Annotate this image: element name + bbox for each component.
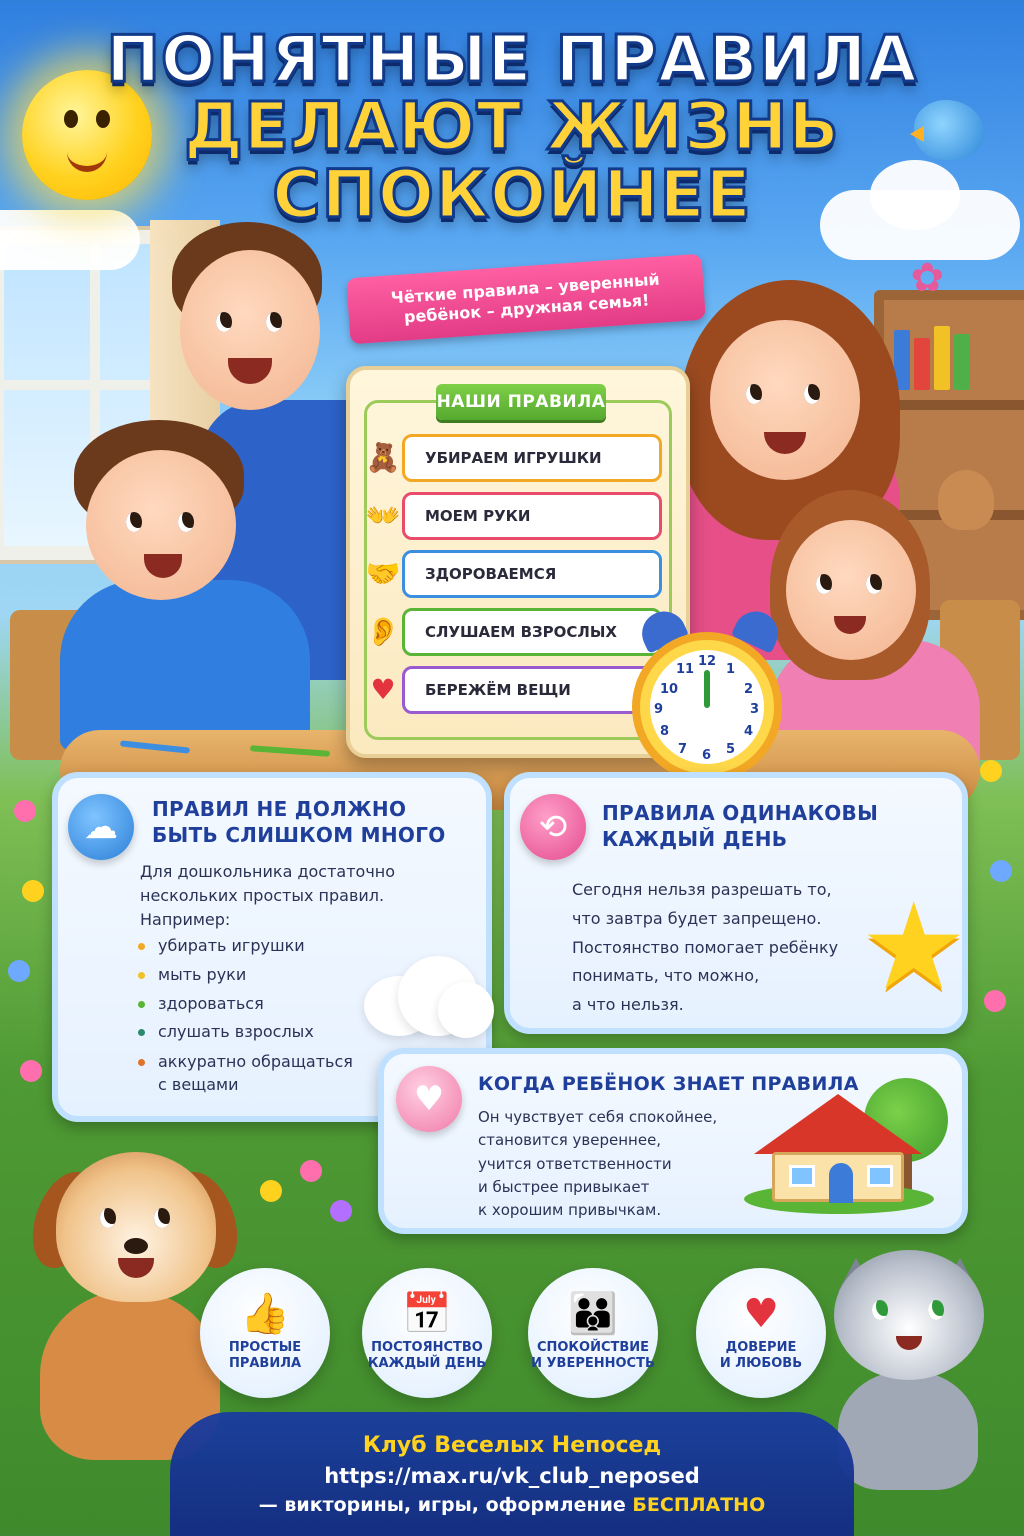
eye <box>866 574 882 594</box>
eye <box>746 384 762 404</box>
bubble-label-line: ПРОСТЫЕ <box>228 1339 302 1355</box>
butterfly-icon: ✿ <box>910 255 944 301</box>
flower <box>980 760 1002 782</box>
washing-hands-icon: 👐 <box>365 499 401 532</box>
cat-mascot <box>834 1250 984 1380</box>
rule-row <box>370 666 662 714</box>
book <box>954 334 970 390</box>
bubble-label-line: ПРАВИЛА <box>228 1356 302 1371</box>
mouth <box>896 1336 922 1350</box>
cat-figure <box>838 1370 978 1490</box>
flower <box>14 800 36 822</box>
rule-row <box>365 608 662 656</box>
clock-hand <box>704 670 710 708</box>
card-body-line: а что нельзя. <box>572 995 684 1015</box>
bubble-label <box>720 1340 802 1373</box>
poster-title <box>0 23 1024 233</box>
star-mascot: ★ <box>860 878 968 1017</box>
boy-figure <box>60 580 310 750</box>
flower <box>20 1060 42 1082</box>
mouth <box>144 554 182 578</box>
card-body-line: что завтра будет запрещено. <box>572 908 822 928</box>
house-window <box>789 1165 815 1187</box>
book <box>914 338 930 390</box>
eye <box>100 1208 116 1228</box>
card-body-line: становится увереннее, <box>478 1131 662 1150</box>
card-body-line: учится ответственности <box>478 1154 672 1173</box>
footer <box>170 1412 854 1536</box>
clock-number: 4 <box>744 724 754 739</box>
board-badge: НАШИ ПРАВИЛА <box>436 384 606 420</box>
dad-face <box>180 250 320 410</box>
card-body-line: Он чувствует себя спокойнее, <box>478 1108 718 1126</box>
list-item: мыть руки <box>134 961 353 990</box>
clock-number: 1 <box>726 662 736 677</box>
bubble-label-line: СПОКОЙСТВИЕ <box>536 1339 650 1355</box>
bubble-label-line: КАЖДЫЙ ДЕНЬ <box>367 1356 487 1371</box>
flower <box>330 1200 352 1222</box>
house-window <box>867 1165 893 1187</box>
rule-label: УБИРАЕМ ИГРУШКИ <box>425 449 602 467</box>
clock-number: 10 <box>660 682 679 697</box>
list-item-line: с вещами <box>158 1074 239 1094</box>
card-intro <box>140 860 395 932</box>
teddy-bear <box>938 470 994 530</box>
card-title <box>602 800 878 852</box>
flower <box>990 860 1012 882</box>
card-title-line: БЫТЬ СЛИШКОМ МНОГО <box>152 823 446 847</box>
card-body-line: Постоянство помогает ребёнку <box>572 937 839 957</box>
rule-label: ЗДОРОВАЕМСЯ <box>425 565 557 583</box>
subtitle-ribbon: Чёткие правила – уверенный ребёнок – дружная семья! <box>346 254 706 345</box>
flower <box>8 960 30 982</box>
clock-number: 9 <box>654 702 664 717</box>
cloud-mascot <box>438 982 494 1038</box>
bubble-label-line: И ЛЮБОВЬ <box>719 1356 803 1371</box>
clock-number: 5 <box>726 742 736 757</box>
heart-icon: ♥ <box>743 1290 779 1337</box>
eye <box>178 512 194 532</box>
clock-number: 11 <box>676 662 695 677</box>
rule-label: МОЕМ РУКИ <box>425 507 531 525</box>
bubble-simple-rules <box>200 1268 330 1398</box>
bubble-consistency <box>362 1268 492 1398</box>
club-name: Клуб Веселых Непосед <box>362 1432 662 1458</box>
bubble-label <box>531 1340 655 1373</box>
list-item-line: аккуратно обращаться <box>158 1052 353 1072</box>
bubble-label-line: ПОСТОЯНСТВО <box>371 1339 483 1355</box>
card-body <box>572 876 838 1020</box>
bubble-label-line: ДОВЕРИЕ <box>725 1339 797 1355</box>
house-icon <box>772 1152 904 1202</box>
toy-box-icon: 🧸 <box>365 441 401 474</box>
rule-row <box>365 492 662 540</box>
bubble-calm-confidence <box>528 1268 658 1398</box>
clock-face <box>650 650 764 764</box>
card-title-line: ПРАВИЛ НЕ ДОЛЖНО <box>152 797 407 821</box>
rule-label: БЕРЕЖЁМ ВЕЩИ <box>425 681 571 699</box>
eye <box>154 1208 170 1228</box>
rule-row <box>365 434 662 482</box>
list-item: убирать игрушки <box>134 932 353 961</box>
girl-face <box>786 520 916 660</box>
footer-free-highlight: БЕСПЛАТНО <box>632 1493 766 1516</box>
flower <box>22 880 44 902</box>
card-title: КОГДА РЕБЁНОК ЗНАЕТ ПРАВИЛА <box>478 1073 859 1095</box>
rules-example-list <box>134 932 353 1096</box>
bubble-label-line: И УВЕРЕННОСТЬ <box>531 1356 655 1371</box>
bubble-label <box>368 1340 486 1373</box>
clock-number: 6 <box>702 748 712 763</box>
flower <box>260 1180 282 1202</box>
ear-icon: 👂 <box>365 615 401 648</box>
rule-row <box>365 550 662 598</box>
mom-face <box>710 320 860 480</box>
title-line-1: ПОНЯТНЫЕ ПРАВИЛА <box>106 23 918 97</box>
heart-icon: ♥ <box>396 1066 462 1132</box>
footer-tagline-text: — викторины, игры, оформление <box>258 1493 633 1516</box>
mouth <box>764 432 806 454</box>
card-body-line: к хорошим привычкам. <box>478 1201 662 1219</box>
eye <box>266 312 282 332</box>
mouth <box>118 1258 154 1278</box>
clock-number: 8 <box>660 724 670 739</box>
eye <box>216 312 232 332</box>
card-body-line: понимать, что можно, <box>572 966 760 986</box>
house-door <box>829 1163 853 1203</box>
card-intro-line: Например: <box>140 910 231 929</box>
card-title <box>152 796 446 848</box>
cloud-icon: ☁ <box>68 794 134 860</box>
title-line-2: ДЕЛАЮТ ЖИЗНЬ <box>184 88 840 166</box>
eye <box>126 512 142 532</box>
card-body-line: Сегодня нельзя разрешать то, <box>572 880 832 899</box>
family-icon: 👪 <box>568 1290 618 1337</box>
card-title-line: ПРАВИЛА ОДИНАКОВЫ <box>602 801 879 825</box>
calendar-icon: 📅 <box>402 1290 452 1337</box>
title-line-3: СПОКОЙНЕЕ <box>272 155 752 233</box>
list-item: слушать взрослых <box>134 1018 353 1047</box>
list-item <box>134 1047 353 1096</box>
eye <box>928 1300 944 1320</box>
handshake-icon: 🤝 <box>365 557 401 590</box>
card-title-line: КАЖДЫЙ ДЕНЬ <box>602 827 788 851</box>
book <box>934 326 950 390</box>
eye <box>804 384 820 404</box>
flower <box>300 1160 322 1182</box>
clock-number: 2 <box>744 682 754 697</box>
card-intro-line: Для дошкольника достаточно <box>140 862 396 881</box>
boy-face <box>86 450 236 600</box>
card-body <box>478 1106 717 1222</box>
footer-tagline <box>259 1494 765 1516</box>
repeat-arrows-icon: ⟲ <box>520 794 586 860</box>
alarm-clock-icon <box>632 632 782 782</box>
mouth <box>834 616 866 634</box>
clock-number: 3 <box>750 702 760 717</box>
rule-label: СЛУШАЕМ ВЗРОСЛЫХ <box>425 623 617 641</box>
heart-icon: ♥ <box>370 673 396 706</box>
house-roof <box>754 1094 922 1154</box>
clock-number: 7 <box>678 742 688 757</box>
info-card-same-rules <box>504 772 968 1034</box>
list-item: здороваться <box>134 990 353 1019</box>
eye <box>872 1300 888 1320</box>
bubble-trust-love <box>696 1268 826 1398</box>
flower <box>984 990 1006 1012</box>
eye <box>816 574 832 594</box>
card-body-line: и быстрее привыкает <box>478 1177 650 1196</box>
clock-number: 12 <box>698 654 717 669</box>
dog-mascot <box>56 1152 216 1302</box>
dog-nose <box>124 1238 148 1254</box>
info-card-when-child-knows <box>378 1048 968 1234</box>
mouth <box>228 358 272 384</box>
card-intro-line: нескольких простых правил. <box>140 886 385 905</box>
thumbs-up-icon: 👍 <box>240 1290 290 1337</box>
bubble-label <box>229 1340 301 1373</box>
club-link[interactable]: https://max.ru/vk_club_neposed <box>324 1463 700 1488</box>
